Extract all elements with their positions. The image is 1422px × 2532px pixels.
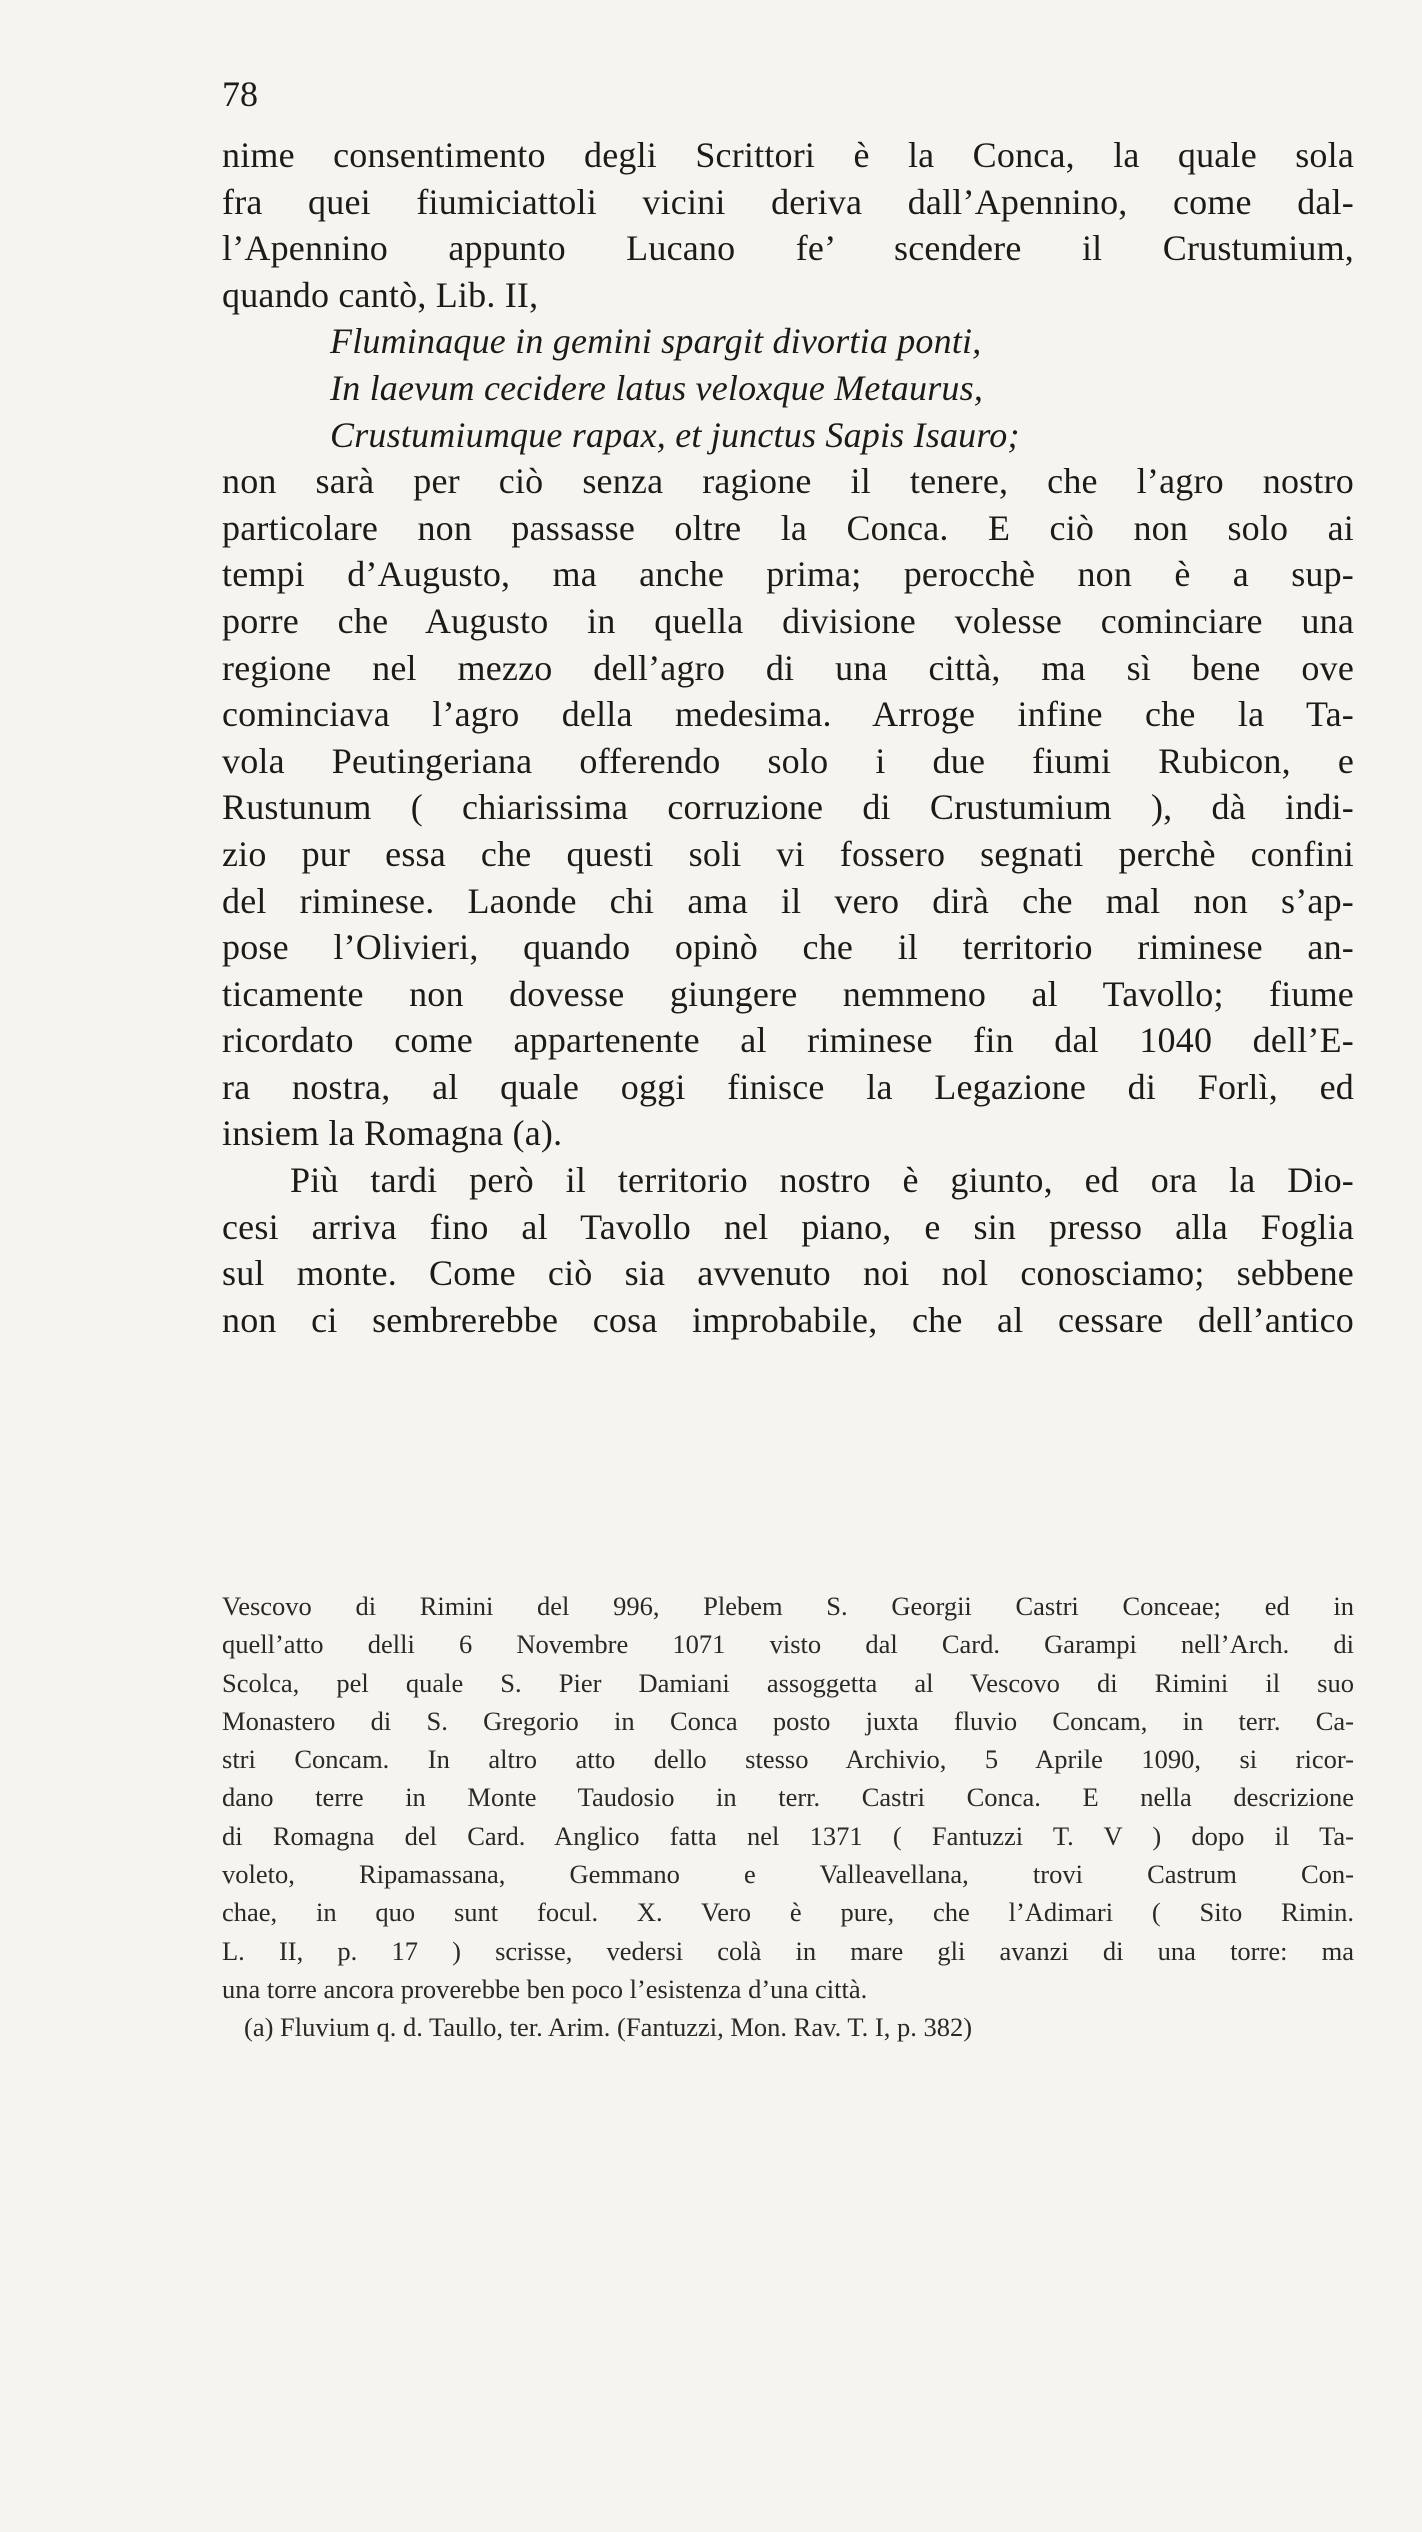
text-line-9: particolare non passasse oltre la Conca. E ciò non solo ai xyxy=(222,507,1354,548)
text-line-3: l’Apennino appunto Lucano fe’ scendere il Crustumium, xyxy=(222,228,1354,269)
footnote-line-6: dano terre in Monte Taudosio in terr. Castri Conca. E nella descrizione xyxy=(222,1782,1354,1813)
text-line-6: In laevum cecidere latus veloxque Metaurus, xyxy=(330,367,984,408)
text-line-22: insiem la Romagna (a). xyxy=(222,1113,563,1154)
text-line-24: cesi arriva fino al Tavollo nel piano, e sin presso alla Foglia xyxy=(222,1206,1354,1247)
text-line-11: porre che Augusto in quella divisione volesse cominciare una xyxy=(222,600,1354,641)
text-line-20: ricordato come appartenente al riminese fin dal 1040 dell’E- xyxy=(222,1020,1354,1061)
text-line-18: pose l’Olivieri, quando opinò che il territorio riminese an- xyxy=(222,927,1354,968)
footnote-line-11: una torre ancora proverebbe ben poco l’esistenza d’una città. xyxy=(222,1973,868,2004)
text-line-2: fra quei fiumiciattoli vicini deriva dall’Apennino, come dal- xyxy=(222,181,1354,222)
text-line-13: cominciava l’agro della medesima. Arroge infine che la Ta- xyxy=(222,694,1354,735)
text-line-19: ticamente non dovesse giungere nemmeno al Tavollo; fiume xyxy=(222,973,1354,1014)
main-text-body xyxy=(222,132,1354,1343)
text-line-17: del riminese. Laonde chi ama il vero dirà che mal non s’ap- xyxy=(222,880,1354,921)
footnote-line-3: Scolca, pel quale S. Pier Damiani assoggetta al Vescovo di Rimini il suo xyxy=(222,1667,1354,1698)
footnote-line-7: di Romagna del Card. Anglico fatta nel 1371 ( Fantuzzi T. V ) dopo il Ta- xyxy=(222,1820,1354,1851)
footnote-line-2: quell’atto delli 6 Novembre 1071 visto dal Card. Garampi nell’Arch. di xyxy=(222,1629,1354,1660)
footnote-line-12: (a) Fluvium q. d. Taullo, ter. Arim. (Fantuzzi, Mon. Rav. T. I, p. 382) xyxy=(244,2012,973,2043)
footnote-line-5: stri Concam. In altro atto dello stesso Archivio, 5 Aprile 1090, si ricor- xyxy=(222,1744,1354,1775)
text-line-21: ra nostra, al quale oggi finisce la Legazione di Forlì, ed xyxy=(222,1066,1354,1107)
text-line-16: zio pur essa che questi soli vi fossero segnati perchè confini xyxy=(222,833,1354,874)
text-line-10: tempi d’Augusto, ma anche prima; perocchè non è a sup- xyxy=(222,554,1354,595)
text-line-15: Rustunum ( chiarissima corruzione di Crustumium ), dà indi- xyxy=(222,787,1354,828)
footnote-line-10: L. II, p. 17 ) scrisse, vedersi colà in mare gli avanzi di una torre: ma xyxy=(222,1935,1354,1966)
text-line-4: quando cantò, Lib. II, xyxy=(222,274,539,315)
text-line-7: Crustumiumque rapax, et junctus Sapis Isauro; xyxy=(330,414,1020,455)
text-line-26: non ci sembrerebbe cosa improbabile, che al cessare dell’antico xyxy=(222,1299,1354,1340)
text-line-23: Più tardi però il territorio nostro è giunto, ed ora la Dio- xyxy=(290,1160,1354,1201)
text-line-5: Fluminaque in gemini spargit divortia ponti, xyxy=(330,321,982,362)
page-number: 78 xyxy=(222,74,258,114)
footnote-block xyxy=(222,1587,1354,2047)
footnote-line-9: chae, in quo sunt focul. X. Vero è pure, che l’Adimari ( Sito Rimin. xyxy=(222,1897,1354,1928)
text-line-25: sul monte. Come ciò sia avvenuto noi nol conosciamo; sebbene xyxy=(222,1253,1354,1294)
text-line-1: nime consentimento degli Scrittori è la Conca, la quale sola xyxy=(222,135,1354,175)
footnote-line-8: voleto, Ripamassana, Gemmano e Valleavellana, trovi Castrum Con- xyxy=(222,1859,1354,1890)
footnote-line-1: Vescovo di Rimini del 996, Plebem S. Georgii Castri Conceae; ed in xyxy=(222,1591,1354,1621)
footnote-line-4: Monastero di S. Gregorio in Conca posto juxta fluvio Concam, in terr. Ca- xyxy=(222,1705,1354,1736)
text-line-8: non sarà per ciò senza ragione il tenere, che l’agro nostro xyxy=(222,461,1354,502)
text-line-12: regione nel mezzo dell’agro di una città, ma sì bene ove xyxy=(222,647,1354,688)
text-line-14: vola Peutingeriana offerendo solo i due fiumi Rubicon, e xyxy=(222,740,1354,781)
